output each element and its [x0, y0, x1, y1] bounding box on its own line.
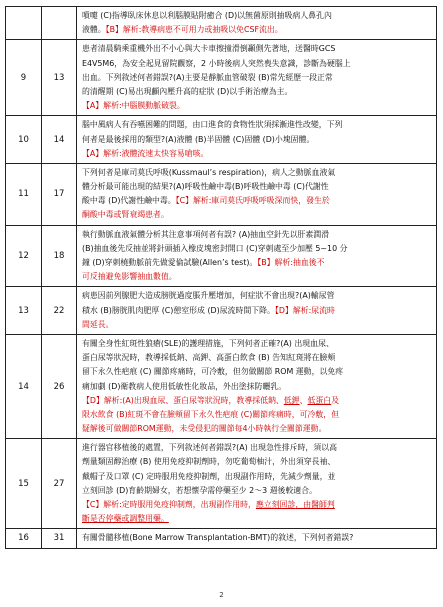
question-number: 31 — [42, 529, 77, 547]
question-row — [6, 163, 436, 225]
text-line — [82, 455, 432, 469]
text-line — [82, 118, 432, 132]
text-line — [82, 99, 432, 113]
answer-explanation: 應立刻回診 — [255, 500, 296, 509]
question-segment: 劑量類固醇治療 (B) 使用免疫抑制劑時，勿吃葡萄柚汁，外出須穿長袖、 — [82, 457, 336, 467]
question-segment: 出血。下列敘述何者錯誤?(A)主要是靜脈血管破裂 (B)常先經歷一段正常 — [82, 72, 333, 82]
row-number: 16 — [6, 529, 42, 547]
text-line — [82, 71, 432, 85]
answer-explanation: 【D】解析:尿流時 — [274, 305, 335, 315]
answer-explanation: 酮酸中毒或腎衰竭患者。 — [82, 210, 169, 220]
row-number: 9 — [6, 40, 42, 115]
question-segment: 何者是最後採用的類型?(A)液體 (B)半固體 (C)固體 (D)小塊固體。 — [82, 134, 315, 144]
row-number: 10 — [6, 116, 42, 163]
text-line — [82, 85, 432, 99]
page-number: 2 — [219, 591, 224, 599]
question-text — [77, 335, 436, 438]
answer-explanation: 可反抽避免影響抽血數值。 — [82, 272, 177, 282]
text-line — [82, 422, 432, 436]
question-row — [6, 39, 436, 115]
answer-explanation: 疑解後可做關節ROM運動，未受侵犯的關節每4小時執行全關節運動。 — [82, 424, 327, 434]
answer-explanation: 、 — [299, 395, 308, 405]
question-segment: 積水 (B)膀胱肌肉肥厚 (C)憩室形成 (D)尿流時間下降。 — [82, 305, 275, 315]
row-number: 12 — [6, 226, 42, 287]
text-line — [82, 289, 432, 303]
text-line — [82, 256, 432, 270]
question-row — [6, 225, 436, 287]
question-segment: (B)抽血後先反抽並將針頭插入橡皮塊密封開口 (C)穿刺處至少加壓 5~10 分 — [82, 243, 348, 253]
text-line — [82, 208, 432, 222]
text-line — [82, 337, 432, 351]
question-number: 14 — [42, 116, 77, 163]
answer-explanation: 限水飲食 (B)紅斑不會在臉頰留下永久性疤痕 (C)關節疼痛時，可冷敷，但 — [82, 409, 340, 419]
question-segment: 有關骨髓移植(Bone Marrow Transplantation-BMT)的敘述，下列何者錯誤? — [82, 533, 354, 543]
text-line — [82, 304, 432, 318]
question-segment: 噴嚏 (C)指導臥床休息以利腦膜貼附癒合 (D)以無菌原則抽吸病人鼻孔內 — [82, 11, 332, 20]
text-line — [82, 365, 432, 379]
row-number: 15 — [6, 439, 42, 528]
question-segment: 下列何者是庫司莫氏呼吸(Kussmaul’s respiration)，病人之動脈血液氣 — [82, 167, 336, 177]
question-number: 18 — [42, 226, 77, 287]
question-text — [77, 439, 436, 528]
question-number — [42, 7, 77, 39]
text-line — [82, 42, 432, 56]
question-segment: 患者清晨騎乘重機外出不小心與大卡車擦撞滑倒顳側先著地，送醫時GCS — [82, 44, 336, 54]
answer-explanation: 及 — [331, 395, 340, 405]
answer-explanation: 【A】解析:中腦膜動脈破裂。 — [82, 101, 185, 111]
answer-explanation: 【D】解析:(A)出現血尿、蛋白尿等狀況時，教導採低鈉、 — [82, 395, 284, 405]
answer-explanation: 【A】解析:液體流速太快容易嗆咳。 — [82, 148, 209, 158]
row-number: 13 — [6, 287, 42, 334]
question-number: 13 — [42, 40, 77, 115]
text-line — [82, 351, 432, 365]
text-line — [82, 484, 432, 498]
text-line — [82, 23, 432, 37]
question-segment: 病患因前列腺肥大造成膀胱過度脹升壓增加，何症狀不會出現?(A)輸尿管 — [82, 291, 335, 301]
question-row — [6, 438, 436, 528]
text-line — [82, 270, 432, 284]
text-line — [82, 318, 432, 332]
text-line — [82, 9, 432, 23]
question-segment: 的清醒期 (C)易出現顱內壓升高的症狀 (D)以手術治療為主。 — [82, 86, 293, 96]
question-number: 27 — [42, 439, 77, 528]
text-line — [82, 57, 432, 71]
question-text — [77, 40, 436, 115]
question-segment: 痛加劇 (D)衛教病人使用低敏性化妝品，外出塗抹防曬乳。 — [82, 381, 287, 391]
question-text — [77, 164, 436, 225]
text-line — [82, 180, 432, 194]
row-number: 14 — [6, 335, 42, 438]
text-line — [82, 242, 432, 256]
answer-explanation: 【B】解析:抽血後不 — [257, 258, 325, 267]
question-number: 17 — [42, 164, 77, 225]
text-line — [82, 228, 432, 242]
question-text — [77, 226, 436, 287]
question-text — [77, 7, 436, 39]
answer-explanation: ，由醫師判 — [295, 500, 335, 509]
answer-explanation: 【B】解析:教導病患不可用力或抽吸以免CSF流出。 — [105, 25, 283, 35]
text-line — [82, 470, 432, 484]
question-segment: 立刻回診 (D)育齡期婦女，若想懷孕需停藥至少 2～3 週後較適合。 — [82, 485, 317, 495]
text-line — [82, 531, 432, 545]
question-table — [5, 6, 437, 549]
answer-explanation: 【C】解析:定時服用免疫抑制劑，出現副作用時， — [82, 500, 256, 509]
question-segment: 酸中毒 (D)代謝性鹼中毒。 — [82, 196, 176, 206]
question-segment: 留下永久性疤痕 (C) 關節疼痛時，可冷敷，但勿做關節 ROM 運動，以免疼 — [82, 367, 344, 377]
text-line — [82, 441, 432, 455]
question-segment: 執行動脈血液氣體分析其注意事項何者有誤? (A)抽血空針先以肝素潤滑 — [82, 229, 330, 239]
answer-explanation: 低鉀 — [283, 395, 300, 405]
answer-explanation: 斷是否停藥或調整用藥。 — [82, 514, 169, 524]
question-row — [6, 334, 436, 438]
question-segment: 體分析最可能出現的結果?(A)呼吸性鹼中毒(B)呼吸性鹼中毒 (C)代謝性 — [82, 182, 329, 192]
question-text — [77, 529, 436, 547]
question-segment: 戴帽子及口罩 (C) 定時服用免疫抑制劑，出現副作用時，先減少劑量，並 — [82, 471, 336, 481]
question-row — [6, 115, 436, 163]
answer-explanation: 低蛋白 — [307, 395, 332, 405]
text-line — [82, 147, 432, 161]
question-segment: 進行器官移植後的處置，下列敘述何者錯誤?(A) 出現急性排斥時，須以高 — [82, 443, 337, 453]
question-row — [6, 7, 436, 39]
question-number: 22 — [42, 287, 77, 334]
question-segment: 有關全身性紅斑性狼瘡(SLE)的護理措施，下列何者正確?(A) 出現血尿、 — [82, 338, 334, 348]
text-line — [82, 394, 432, 408]
question-segment: 腦中風病人有吞嚥困難的問題，由口進食的食物性狀須採漸進性改變，下列 — [82, 120, 343, 130]
text-line — [82, 380, 432, 394]
answer-explanation: 【C】解析:庫司莫氏呼吸呼吸深而快，發生於 — [175, 196, 330, 206]
text-line — [82, 133, 432, 147]
row-number — [6, 7, 42, 39]
question-segment: 蛋白尿等狀況時，教導採低鈉、高鉀、高蛋白飲食 (B) 告知紅斑將在臉頰 — [82, 353, 336, 363]
row-number: 11 — [6, 164, 42, 225]
answer-explanation: 間延長。 — [82, 319, 114, 329]
question-row — [6, 286, 436, 334]
question-text — [77, 116, 436, 163]
question-row — [6, 528, 436, 547]
question-text — [77, 287, 436, 334]
question-segment: E4V5M6，為安全起見留院觀察，2 小時後病人突然喪失意識，診斷為硬腦上 — [82, 58, 351, 68]
text-line — [82, 408, 432, 422]
question-number: 26 — [42, 335, 77, 438]
question-segment: 液體。 — [82, 25, 106, 35]
text-line — [82, 512, 432, 526]
text-line — [82, 166, 432, 180]
text-line — [82, 194, 432, 208]
text-line — [82, 498, 432, 512]
question-segment: 鐘 (D)穿刺橈動脈前先做愛倫試驗(Allen’s test)。 — [82, 258, 258, 267]
